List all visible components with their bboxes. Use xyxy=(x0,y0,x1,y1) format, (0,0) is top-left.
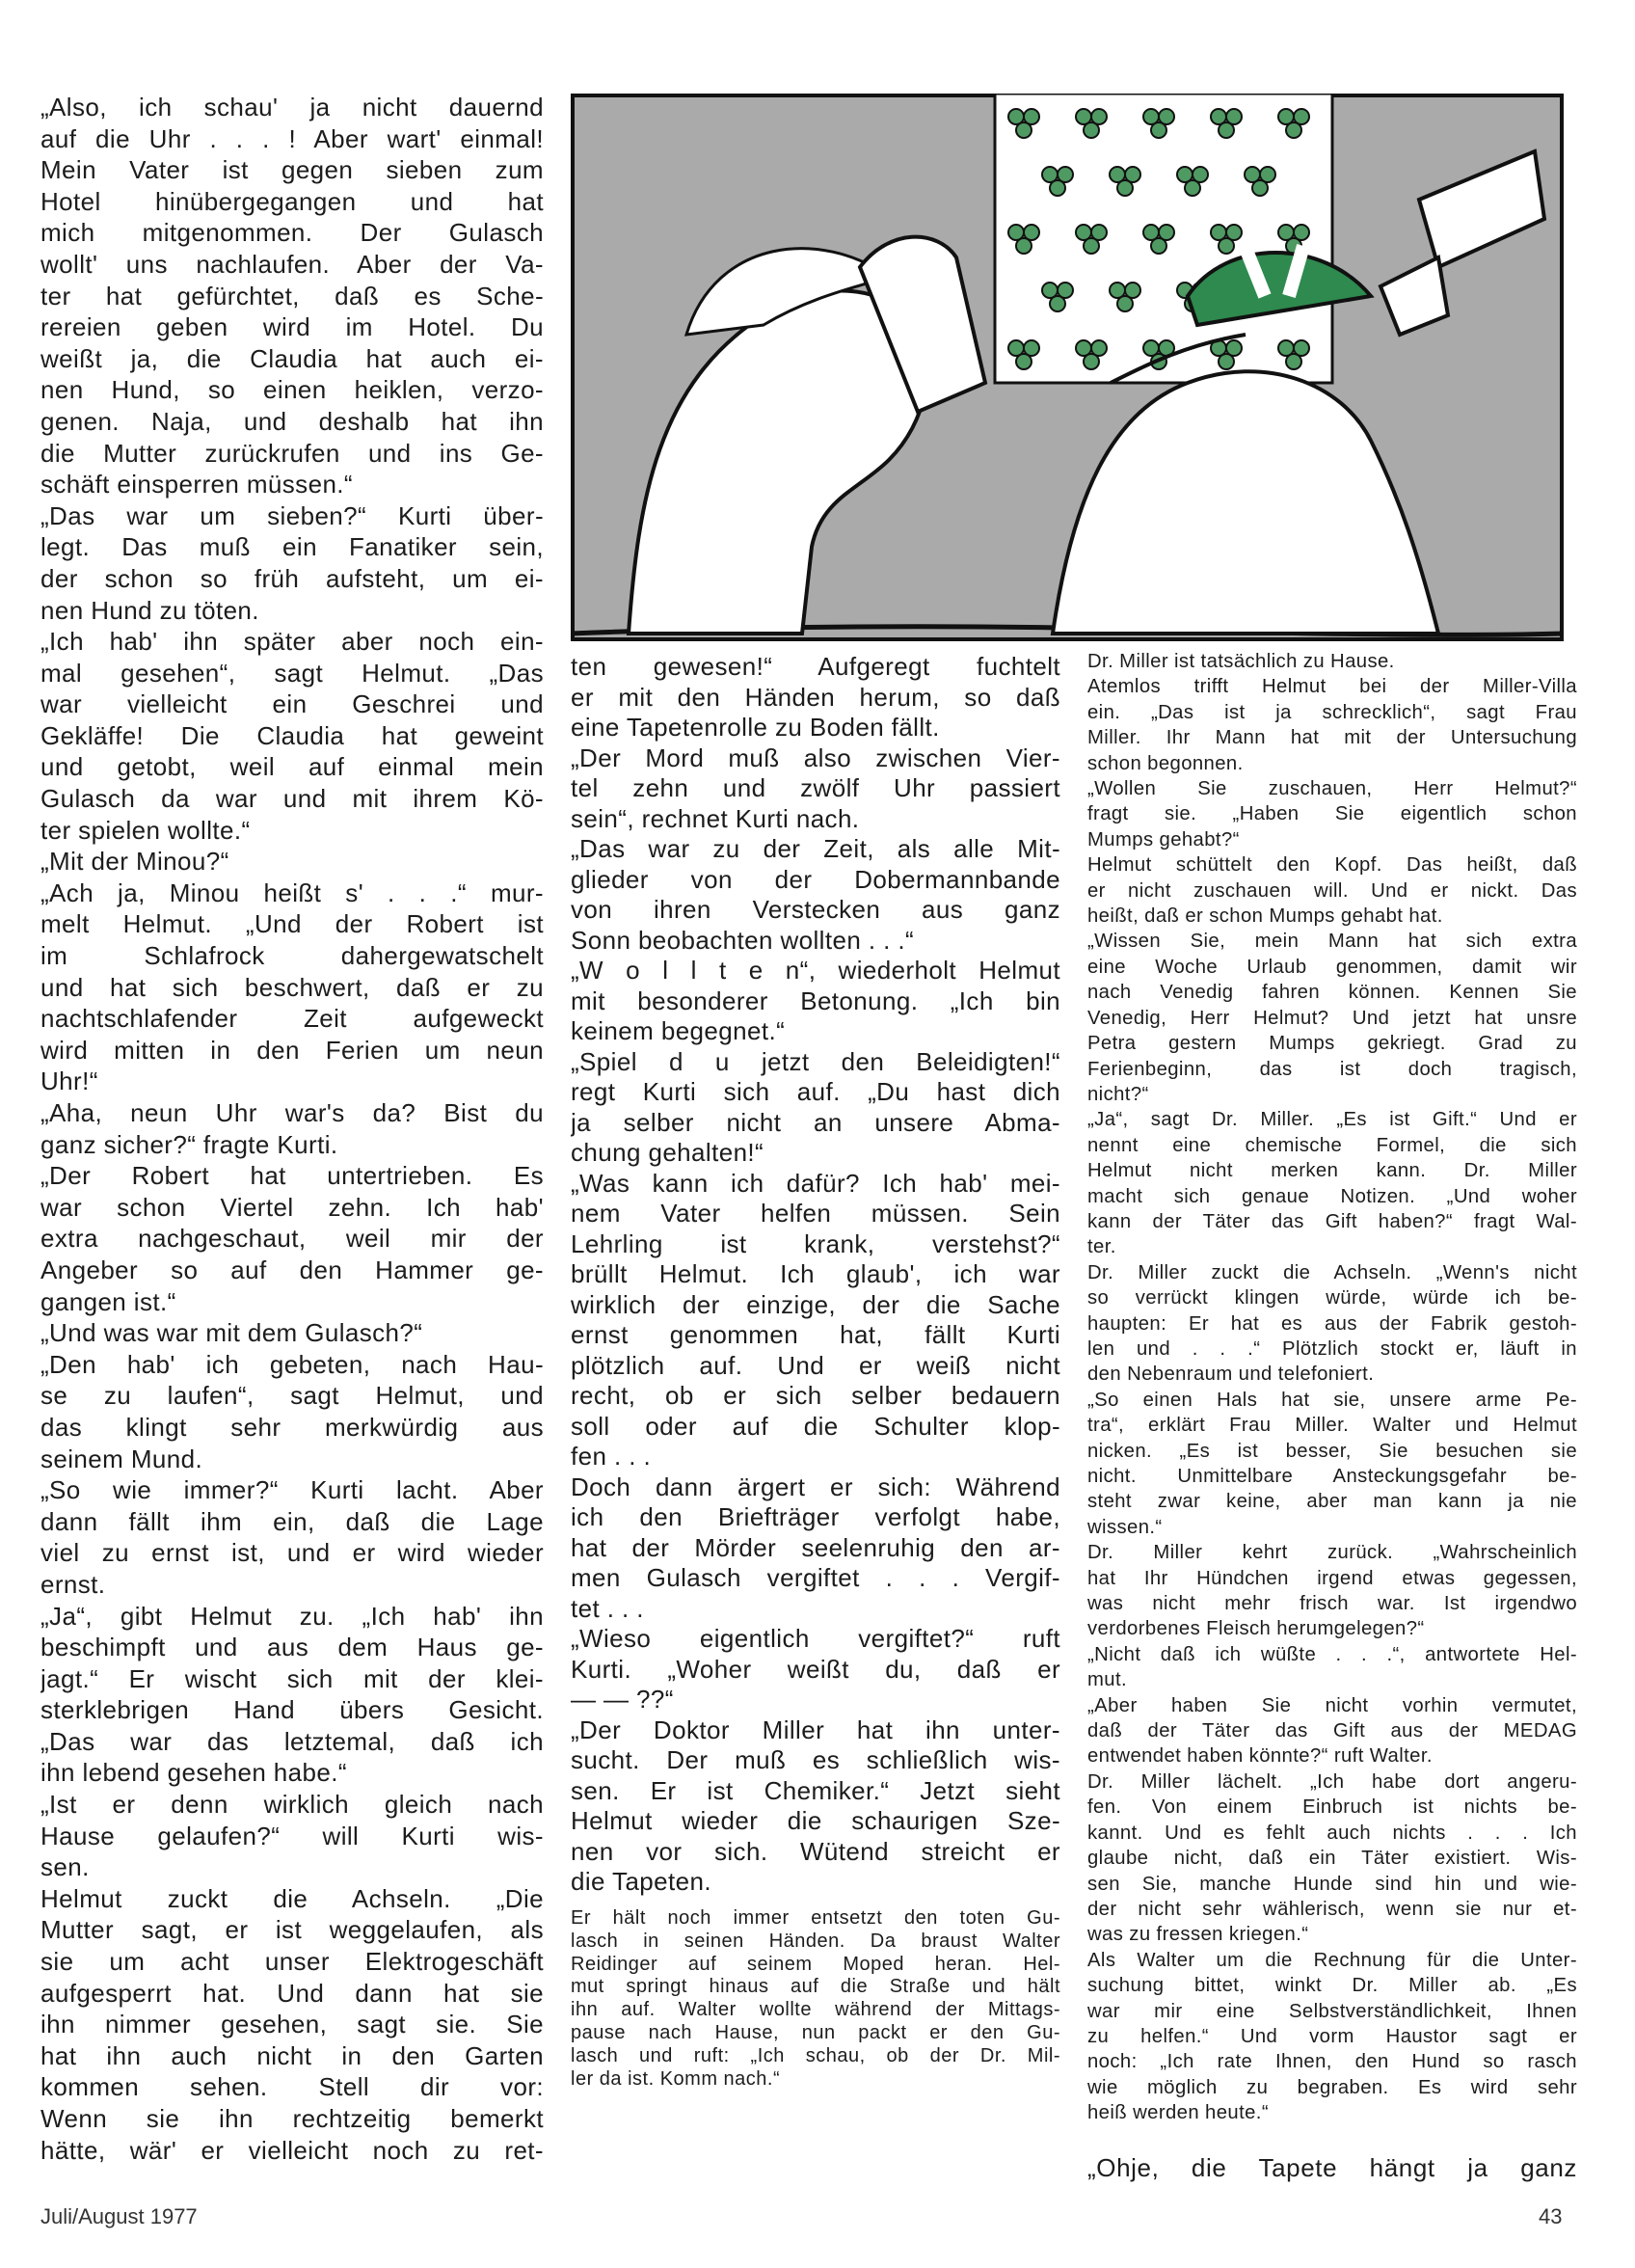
text-line: macht sich genaue Notizen. „Und woher xyxy=(1087,1185,1577,1207)
text-line: mal gesehen“, sagt Helmut. „Das xyxy=(40,658,544,688)
clover-leaf xyxy=(1151,122,1166,138)
text-line: haupten: Er hat es aus der Fabrik gestoh- xyxy=(1087,1312,1577,1335)
text-line: viel zu ernst ist, und er wird wieder xyxy=(40,1538,544,1568)
text-line: Kurti. „Woher weißt du, daß er xyxy=(571,1654,1060,1684)
text-line: „Ist er denn wirklich gleich nach xyxy=(40,1790,544,1820)
text-line: sen. Er ist Chemiker.“ Jetzt sieht xyxy=(571,1775,1060,1805)
text-line: recht, ob er sich selber bedauern xyxy=(571,1381,1060,1410)
text-line: er nicht zuschauen will. Und er nickt. Das xyxy=(1087,879,1577,902)
article-column-3 xyxy=(1087,649,1577,2126)
text-line: tet . . . xyxy=(571,1593,644,1623)
paragraph xyxy=(1087,1107,1577,1259)
text-line: wirklich der einzige, der die Sache xyxy=(571,1289,1060,1319)
clover-leaf xyxy=(1050,296,1065,311)
text-line: rereien geben wird im Hotel. Du xyxy=(40,312,544,342)
text-line: Dr. Miller lächelt. „Ich habe dort angeru- xyxy=(1087,1770,1577,1793)
text-line: die Mutter zurückrufen und ins Ge- xyxy=(40,438,544,468)
text-line: verdorbenes Fleisch herumgelegen?“ xyxy=(1087,1618,1425,1640)
text-line: kannt. Und es fehlt auch nichts . . . Ich xyxy=(1087,1822,1577,1844)
text-line: „So einen Hals hat sie, unsere arme Pe- xyxy=(1087,1389,1577,1411)
text-line: mut. xyxy=(1087,1669,1128,1691)
clover-leaf xyxy=(1084,354,1099,369)
paragraph xyxy=(571,1472,1060,1625)
paragraph xyxy=(1087,1642,1577,1693)
text-line: Wenn sie ihn rechtzeitig bemerkt xyxy=(40,2104,544,2133)
text-line: melt Helmut. „Und der Robert ist xyxy=(40,909,544,939)
text-line: ganz sicher?“ fragte Kurti. xyxy=(40,1129,338,1159)
paragraph xyxy=(40,500,544,626)
text-line: so verrückt klingen würde, würde ich be- xyxy=(1087,1287,1577,1310)
paragraph xyxy=(1087,674,1577,776)
text-line: kommen sehen. Stell dir vor: xyxy=(40,2072,544,2102)
text-line: tra“, erklärt Frau Miller. Walter und Helmut xyxy=(1087,1415,1577,1437)
text-line: auf die Uhr . . . ! Aber wart' einmal! xyxy=(40,123,544,153)
text-line: Helmut schüttelt den Kopf. Das heißt, daß xyxy=(1087,854,1577,877)
text-line: mich mitgenommen. Der Gulasch xyxy=(40,218,544,248)
text-line: war mir eine Selbstverständlichkeit, Ihnen xyxy=(1087,2000,1577,2022)
text-line: „Spiel d u jetzt den Beleidigten!“ xyxy=(571,1046,1060,1076)
text-line: „Wollen Sie zuschauen, Herr Helmut?“ xyxy=(1087,778,1577,800)
text-line: Er hält noch immer entsetzt den toten Gu- xyxy=(571,1907,1060,1929)
text-line: fragt sie. „Haben Sie eigentlich schon xyxy=(1087,803,1577,825)
paragraph xyxy=(1087,776,1577,852)
text-line: ten gewesen!“ Aufgeregt fuchtelt xyxy=(571,652,1060,681)
text-line: er mit den Händen herum, so daß xyxy=(571,682,1060,712)
paragraph xyxy=(40,1317,544,1349)
text-line: len und . . .“ Plötzlich stockt er, läuft in xyxy=(1087,1337,1577,1360)
text-line: glieder von der Dobermannbande xyxy=(571,864,1060,894)
text-line: „Der Mord muß also zwischen Vier- xyxy=(571,742,1060,772)
text-line: heißt, daß er schon Mumps gehabt hat. xyxy=(1087,905,1443,928)
text-line: se zu laufen“, sagt Helmut, und xyxy=(40,1381,544,1411)
text-line: mut springt hinaus auf die Straße und hält xyxy=(571,1976,1060,1998)
text-line: „Wissen Sie, mein Mann hat sich extra xyxy=(1087,931,1577,953)
text-line: „Der Doktor Miller hat ihn unter- xyxy=(571,1714,1060,1744)
paragraph xyxy=(40,1349,544,1474)
text-line: keinem begegnet.“ xyxy=(571,1016,786,1045)
text-line: Atemlos trifft Helmut bei der Miller-Villa xyxy=(1087,676,1577,698)
text-line: glaube nicht, daß ein Täter existiert. Wis- xyxy=(1087,1848,1577,1870)
clover-leaf xyxy=(1050,180,1065,196)
text-line: „Was kann ich dafür? Ich hab' mei- xyxy=(571,1168,1060,1198)
text-line: Mutter sagt, er ist weggelaufen, als xyxy=(40,1915,544,1945)
text-line: Hotel hinübergegangen und hat xyxy=(40,186,544,216)
clover-leaf xyxy=(1219,354,1234,369)
paragraph xyxy=(40,1601,544,1790)
text-line: Mumps gehabt?“ xyxy=(1087,828,1240,850)
text-line: „Den hab' ich gebeten, nach Hau- xyxy=(40,1349,544,1379)
text-line: und getobt, weil auf einmal mein xyxy=(40,752,544,782)
text-line: Hause gelaufen?“ will Kurti wis- xyxy=(40,1821,544,1850)
paragraph xyxy=(40,1097,544,1160)
text-line: aufgesperrt hat. Und dann hat sie xyxy=(40,1978,544,2008)
text-line: „Das war um sieben?“ Kurti über- xyxy=(40,500,544,530)
paragraph xyxy=(571,956,1060,1047)
paragraph xyxy=(40,878,544,1097)
article-column-3-continuation xyxy=(1087,2152,1577,2183)
text-line: dann fällt ihm ein, daß die Lage xyxy=(40,1506,544,1536)
text-line: jagt.“ Er wischt sich mit der klei- xyxy=(40,1663,544,1693)
text-line: war vielleicht ein Geschrei und xyxy=(40,689,544,719)
text-line: Angeber so auf den Hammer ge- xyxy=(40,1255,544,1284)
clover-leaf xyxy=(1117,296,1133,311)
text-line: „Und was war mit dem Gulasch?“ xyxy=(40,1318,423,1348)
text-line: Gulasch da war und mit ihrem Kö- xyxy=(40,784,544,814)
text-line: „Der Robert hat untertrieben. Es xyxy=(40,1161,544,1191)
text-line: ernst genommen hat, fällt Kurti xyxy=(571,1320,1060,1349)
text-line: nachtschlafender Zeit aufgeweckt xyxy=(40,1004,544,1034)
text-line: Helmut nicht merken kann. Dr. Miller xyxy=(1087,1160,1577,1182)
text-line: hat der Mörder seelenruhig den ar- xyxy=(571,1532,1060,1562)
text-line: Sonn beobachten wollten . . .“ xyxy=(571,925,915,955)
text-line: hat Ihr Hündchen irgend etwas gegessen, xyxy=(1087,1567,1577,1589)
text-line: „Wieso eigentlich vergiftet?“ ruft xyxy=(571,1624,1060,1653)
text-line: genen. Naja, und deshalb hat ihn xyxy=(40,406,544,436)
text-line: „Ja“, sagt Dr. Miller. „Es ist Gift.“ Und er xyxy=(1087,1109,1577,1131)
text-line: suchung bittet, winkt Dr. Miller ab. „Es xyxy=(1087,1975,1577,1997)
text-line: ihn nimmer gesehen, sagt sie. Sie xyxy=(40,2010,544,2039)
text-line: „Nicht daß ich wüßte . . .“, antwortete Hel- xyxy=(1087,1643,1577,1665)
paragraph xyxy=(1087,929,1577,1107)
paragraph xyxy=(571,834,1060,956)
text-line: soll oder auf die Schulter klop- xyxy=(571,1411,1060,1441)
text-line: nen Hund zu töten. xyxy=(40,595,259,625)
text-line: ihn lebend gesehen habe.“ xyxy=(40,1758,347,1788)
paragraph xyxy=(1087,1260,1577,1388)
paragraph xyxy=(40,846,544,878)
text-line: „Das war zu der Zeit, als alle Mit- xyxy=(571,834,1060,863)
paragraph xyxy=(40,626,544,846)
paragraph xyxy=(1087,1769,1577,1948)
text-line: schon begonnen. xyxy=(1087,752,1244,774)
text-line: ter spielen wollte.“ xyxy=(40,815,251,845)
text-line: weißt ja, die Claudia hat auch ei- xyxy=(40,343,544,373)
text-line: Ferienbeginn, das ist doch tragisch, xyxy=(1087,1058,1577,1080)
text-line: men Gulasch vergiftet . . . Vergif- xyxy=(571,1563,1060,1592)
paragraph xyxy=(571,1715,1060,1898)
text-line: der nicht sehr wählerisch, wenn sie nur et- xyxy=(1087,1898,1577,1920)
text-line: fen . . . xyxy=(571,1442,652,1471)
clover-leaf xyxy=(1219,238,1234,254)
text-line: ein. „Das ist ja schrecklich“, sagt Frau xyxy=(1087,701,1577,723)
text-line: Venedig, Herr Helmut? Und jetzt hat unsre xyxy=(1087,1007,1577,1029)
text-line: fen. Von einem Einbruch ist nichts be- xyxy=(1087,1796,1577,1819)
paragraph xyxy=(1087,1540,1577,1642)
text-line: regt Kurti sich auf. „Du hast dich xyxy=(571,1077,1060,1106)
paragraph xyxy=(1087,1693,1577,1769)
text-line: „Also, ich schau' ja nicht dauernd xyxy=(40,93,544,122)
paragraph xyxy=(40,92,544,500)
text-line: Dr. Miller ist tatsächlich zu Hause. xyxy=(1087,651,1395,672)
text-line: ernst. xyxy=(40,1569,106,1599)
text-line: „Aha, neun Uhr war's da? Bist du xyxy=(40,1098,544,1127)
paragraph xyxy=(571,652,1060,743)
paragraph xyxy=(1087,1388,1577,1540)
text-line: — — ??“ xyxy=(571,1685,674,1714)
text-line: daß der Täter das Gift aus der MEDAG xyxy=(1087,1720,1577,1742)
article-column-1 xyxy=(40,92,544,2166)
clover-leaf xyxy=(1084,238,1099,254)
text-line: ja selber nicht an unsere Abma- xyxy=(571,1107,1060,1137)
text-line: nennt eine chemische Formel, die sich xyxy=(1087,1134,1577,1156)
text-line: Reidinger auf seinem Moped heran. Hel- xyxy=(571,1953,1060,1975)
text-line: brüllt Helmut. Ich glaub', ich war xyxy=(571,1259,1060,1288)
text-line: Lehrling ist krank, verstehst?“ xyxy=(571,1228,1060,1258)
text-line: nem Vater helfen müssen. Sein xyxy=(571,1199,1060,1228)
clover-leaf xyxy=(1185,180,1200,196)
clover-leaf xyxy=(1286,354,1301,369)
text-line: „W o l l t e n“, wiederholt Helmut xyxy=(571,956,1060,985)
text-line: Als Walter um die Rechnung für die Unter- xyxy=(1087,1949,1577,1971)
text-line: Dr. Miller zuckt die Achseln. „Wenn's nicht xyxy=(1087,1261,1577,1283)
text-line: das klingt sehr merkwürdig aus xyxy=(40,1412,544,1442)
text-line: kann der Täter das Gift haben?“ fragt Wal- xyxy=(1087,1210,1577,1232)
text-line: nen vor sich. Wütend streicht er xyxy=(571,1836,1060,1866)
clover-leaf xyxy=(1016,122,1032,138)
text-line: sein“, rechnet Kurti nach. xyxy=(571,803,860,833)
text-line: nicht?“ xyxy=(1087,1083,1149,1105)
text-line: ich den Briefträger verfolgt habe, xyxy=(571,1502,1060,1531)
text-line: war schon Viertel zehn. Ich hab' xyxy=(40,1192,544,1222)
text-line: gangen ist.“ xyxy=(40,1286,176,1316)
text-line: der schon so früh aufsteht, um ei- xyxy=(40,563,544,593)
clover-leaf xyxy=(1151,238,1166,254)
text-line: extra nachgeschaut, weil mir der xyxy=(40,1224,544,1254)
text-line: Gekläffe! Die Claudia hat geweint xyxy=(40,720,544,750)
text-line: beschimpft und aus dem Haus ge- xyxy=(40,1633,544,1662)
text-line: pause nach Hause, nun packt er den Gu- xyxy=(571,2021,1060,2043)
text-line: „Ach ja, Minou heißt s' . . .“ mur- xyxy=(40,878,544,907)
clover-leaf xyxy=(1016,354,1032,369)
clover-leaf xyxy=(1252,180,1268,196)
clover-leaf xyxy=(1016,238,1032,254)
text-line: „So wie immer?“ Kurti lacht. Aber xyxy=(40,1475,544,1505)
text-line: plötzlich auf. Und er weiß nicht xyxy=(571,1350,1060,1380)
paragraph xyxy=(571,1169,1060,1472)
text-line: tel zehn und zwölf Uhr passiert xyxy=(571,773,1060,802)
text-line: wissen.“ xyxy=(1087,1516,1163,1538)
text-line: chung gehalten!“ xyxy=(571,1138,764,1167)
text-line: nicken. „Es ist besser, Sie besuchen sie xyxy=(1087,1440,1577,1462)
paragraph xyxy=(571,1907,1060,2091)
text-line: nicht. Unmittelbare Ansteckungsgefahr be- xyxy=(1087,1466,1577,1487)
text-line: „Aber haben Sie nicht vorhin vermutet, xyxy=(1087,1694,1577,1716)
clover-leaf xyxy=(1117,180,1133,196)
article-column-2 xyxy=(571,652,1060,1898)
text-line: Dr. Miller kehrt zurück. „Wahrscheinlich xyxy=(1087,1542,1577,1564)
text-line: hätte, wär' er vielleicht noch zu ret- xyxy=(40,2135,544,2165)
text-line: „Ohje, die Tapete hängt ja ganz xyxy=(1087,2153,1577,2182)
text-line: im Schlafrock dahergewatschelt xyxy=(40,941,544,971)
paragraph xyxy=(1087,649,1577,674)
text-line: „Ja“, gibt Helmut zu. „Ich hab' ihn xyxy=(40,1601,544,1631)
text-line: sucht. Der muß es schließlich wis- xyxy=(571,1745,1060,1774)
text-line: zu helfen.“ Und vorm Haustor sagt er xyxy=(1087,2025,1577,2047)
text-line: „Ich hab' ihn später aber noch ein- xyxy=(40,627,544,657)
paragraph xyxy=(1087,2152,1577,2183)
text-line: Doch dann ärgert er sich: Während xyxy=(571,1472,1060,1501)
text-line: „Das war das letztemal, daß ich xyxy=(40,1726,544,1756)
text-line: nen Hund, so einen heiklen, verzo- xyxy=(40,375,544,405)
text-line: die Tapeten. xyxy=(571,1867,711,1896)
text-line: Uhr!“ xyxy=(40,1066,98,1096)
text-line: was zu fressen kriegen.“ xyxy=(1087,1924,1309,1946)
text-line: ihn auf. Walter wollte während der Mittags- xyxy=(571,1999,1060,2021)
text-line: eine Tapetenrolle zu Boden fällt. xyxy=(571,713,940,742)
text-line: Petra gestern Mumps gekriegt. Grad zu xyxy=(1087,1033,1577,1055)
text-line: Mein Vater ist gegen sieben zum xyxy=(40,155,544,185)
text-line: lasch in seinen Händen. Da braust Walter xyxy=(571,1930,1060,1952)
paragraph xyxy=(40,1883,544,2166)
text-line: den Nebenraum und telefoniert. xyxy=(1087,1364,1375,1386)
paragraph xyxy=(571,1047,1060,1169)
text-line: sterklebrigen Hand übers Gesicht. xyxy=(40,1695,544,1725)
text-line: wollt' uns nachlaufen. Aber der Va- xyxy=(40,249,544,279)
text-line: entwendet haben könnte?“ ruft Walter. xyxy=(1087,1745,1433,1768)
clover-leaf xyxy=(1286,122,1301,138)
article-column-2-small xyxy=(571,1907,1060,2091)
text-line: steht zwar keine, aber man kann ja nie xyxy=(1087,1491,1577,1513)
text-line: und hat sich beschwert, daß er zu xyxy=(40,972,544,1002)
text-line: mit besonderer Betonung. „Ich bin xyxy=(571,986,1060,1015)
text-line: Helmut zuckt die Achseln. „Die xyxy=(40,1883,544,1913)
text-line: schäft einsperren müssen.“ xyxy=(40,470,353,500)
text-line: ter hat gefürchtet, daß es Sche- xyxy=(40,281,544,310)
text-line: Miller. Ihr Mann hat mit der Untersuchung xyxy=(1087,727,1577,749)
text-line: wird mitten in den Ferien um neun xyxy=(40,1035,544,1065)
text-line: sen Sie, manche Hunde sind hin und wie- xyxy=(1087,1873,1577,1895)
text-line: hat ihn auch nicht in den Garten xyxy=(40,2040,544,2070)
text-line: „Mit der Minou?“ xyxy=(40,847,229,877)
text-line: seinem Mund. xyxy=(40,1444,203,1473)
text-line: lasch und ruft: „Ich schau, ob der Dr. Mil- xyxy=(571,2044,1060,2066)
clover-leaf xyxy=(1084,122,1099,138)
text-line: Helmut wieder die schaurigen Sze- xyxy=(571,1806,1060,1835)
page-number: 43 xyxy=(1539,2204,1563,2228)
text-line: noch: „Ich rate Ihnen, den Hund so rasch xyxy=(1087,2051,1577,2073)
paragraph xyxy=(40,1474,544,1600)
text-line: wie möglich zu begraben. Es wird sehr xyxy=(1087,2076,1577,2098)
text-line: sen. xyxy=(40,1852,90,1882)
text-line: ler da ist. Komm nach.“ xyxy=(571,2067,781,2090)
text-line: heiß werden heute.“ xyxy=(1087,2102,1269,2124)
text-line: legt. Das muß ein Fanatiker sein, xyxy=(40,532,544,562)
text-line: was nicht mehr frisch war. Ist irgendwo xyxy=(1087,1593,1577,1615)
paragraph xyxy=(1087,852,1577,929)
issue-date: Juli/August 1977 xyxy=(40,2204,198,2228)
text-line: ter. xyxy=(1087,1236,1116,1258)
paragraph xyxy=(571,1624,1060,1715)
text-line: sie um acht unser Elektrogeschäft xyxy=(40,1947,544,1977)
clover-leaf xyxy=(1219,122,1234,138)
text-line: eine Woche Urlaub genommen, damit wir xyxy=(1087,956,1577,978)
paragraph xyxy=(40,1160,544,1317)
text-line: nach Venedig fahren können. Kennen Sie xyxy=(1087,982,1577,1004)
paragraph xyxy=(571,743,1060,835)
text-line: von ihren Verstecken aus ganz xyxy=(571,895,1060,924)
illustration-wallpapering xyxy=(571,94,1564,641)
paragraph xyxy=(1087,1948,1577,2126)
paragraph xyxy=(40,1789,544,1883)
